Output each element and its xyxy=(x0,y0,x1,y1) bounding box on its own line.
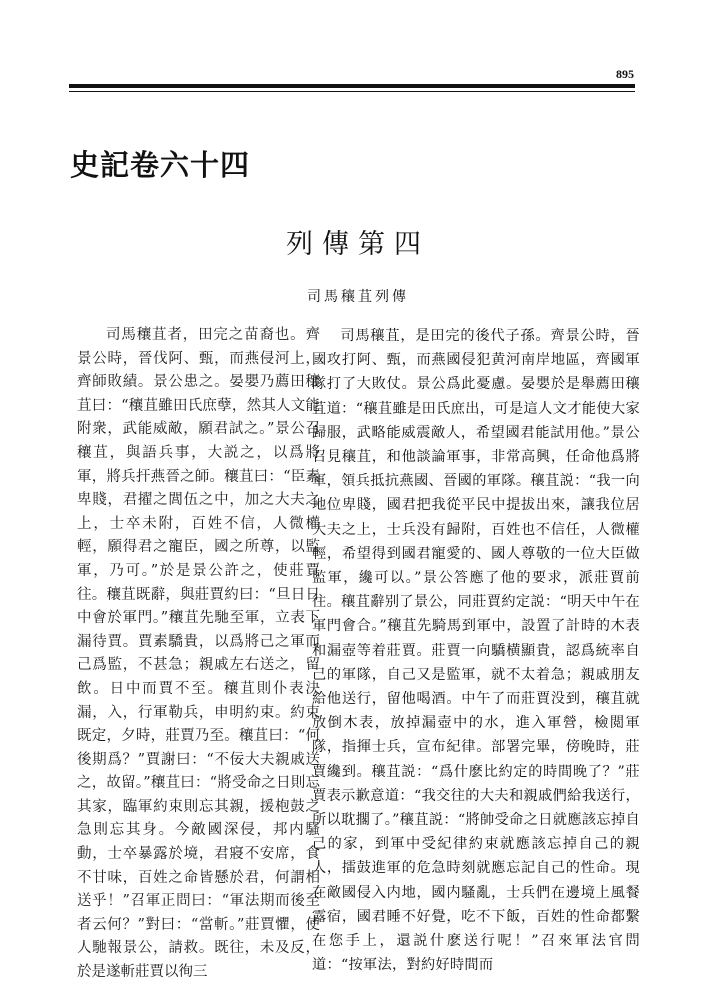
translation-column xyxy=(312,324,640,974)
page-number: 895 xyxy=(616,67,634,81)
volume-title: 史記卷六十四 xyxy=(70,148,251,182)
chapter-title: 列傳第四 xyxy=(286,229,430,260)
header-rule xyxy=(69,84,635,92)
section-title: 司馬穰苴列傳 xyxy=(307,289,409,305)
translation-text: 司馬穰苴，是田完的後代子孫。齊景公時，晉國攻打阿、甄，而燕國侵犯黄河南岸地區，齊國軍隊打了大敗仗。景公爲此憂慮。晏嬰於是舉薦田穰苴道：“穰苴雖是田氏庶出，可是這人文才能使大家歸服，武略能威震敵人，希望國君能試用他。”景公召見穰苴，和他談論軍事，非常高興，任命他爲將軍，領兵抵抗燕國、晉國的軍隊。穰苴説：“我一向地位卑賤，國君把我從平民中提拔出來，讓我位居大夫之上，士兵没有歸附，百姓也不信任，人微權輕，希望得到國君寵愛的、國人尊敬的一位大臣做監軍，纔可以。”景公答應了他的要求，派莊賈前往。穰苴辭别了景公，同莊賈約定説：“明天中午在軍門會合。”穰苴先騎馬到軍中，設置了計時的木表和漏壺等着莊賈。莊賈一向驕横顯貴，認爲統率自己的軍隊，自己又是監軍，就不太着急；親戚朋友給他送行，留他喝酒。中午了而莊賈没到，穰苴就放倒木表，放掉漏壺中的水，進入軍營，檢閲軍隊，指揮士兵，宣布紀律。部署完畢，傍晚時，莊賈纔到。穰苴説：“爲什麽比約定的時間晚了？”莊賈表示歉意道：“我交往的大夫和親戚們給我送行，所以耽擱了。”穰苴説：“將帥受命之日就應該忘掉自己的家，到軍中受紀律約束就應該忘掉自己的親人，擂鼓進軍的危急時刻就應忘記自己的性命。現在敵國侵入内地，國内騷亂，士兵們在邊境上風餐露宿，國君睡不好覺，吃不下飯，百姓的性命都繫在您手上，還説什麽送行呢！”召來軍法官問道：“按軍法，對約好時間而 xyxy=(312,328,640,974)
original-text: 司馬穰苴者，田完之苗裔也。齊景公時，晉伐阿、甄，而燕侵河上，齊師敗績。景公患之。晏嬰乃薦田穰苴曰：“穰苴雖田氏庶孽，然其人文能附衆，武能威敵，願君試之。”景公召穰苴，與語兵事，大説之，以爲將軍，將兵扞燕晉之師。穰苴曰：“臣素卑賤，君擢之閭伍之中，加之大夫之上，士卒未附，百姓不信，人微權輕，願得君之寵臣，國之所尊，以監軍，乃可。”於是景公許之，使莊賈往。穰苴既辭，與莊賈約曰：“旦日日中會於軍門。”穰苴先馳至軍，立表下漏待賈。賈素驕貴，以爲將己之軍而己爲監，不甚急；親戚左右送之，留飲。日中而賈不至。穰苴則仆表決漏，入，行軍勒兵，申明約束。約束既定，夕時，莊賈乃至。穰苴曰：“何後期爲？”賈謝曰：“不佞大夫親戚送之，故留。”穰苴曰：“將受命之日則忘其家，臨軍約束則忘其親，援枹鼓之急則忘其身。今敵國深侵，邦内騷動，士卒暴露於境，君寢不安席，食不甘味，百姓之命皆懸於君，何謂相送乎！”召軍正問曰：“軍法期而後至者云何？”對曰：“當斬。”莊賈懼，使人馳報景公，請救。既往，未及反，於是遂斬莊賈以徇三 xyxy=(77,327,320,981)
original-text-column xyxy=(77,324,320,981)
